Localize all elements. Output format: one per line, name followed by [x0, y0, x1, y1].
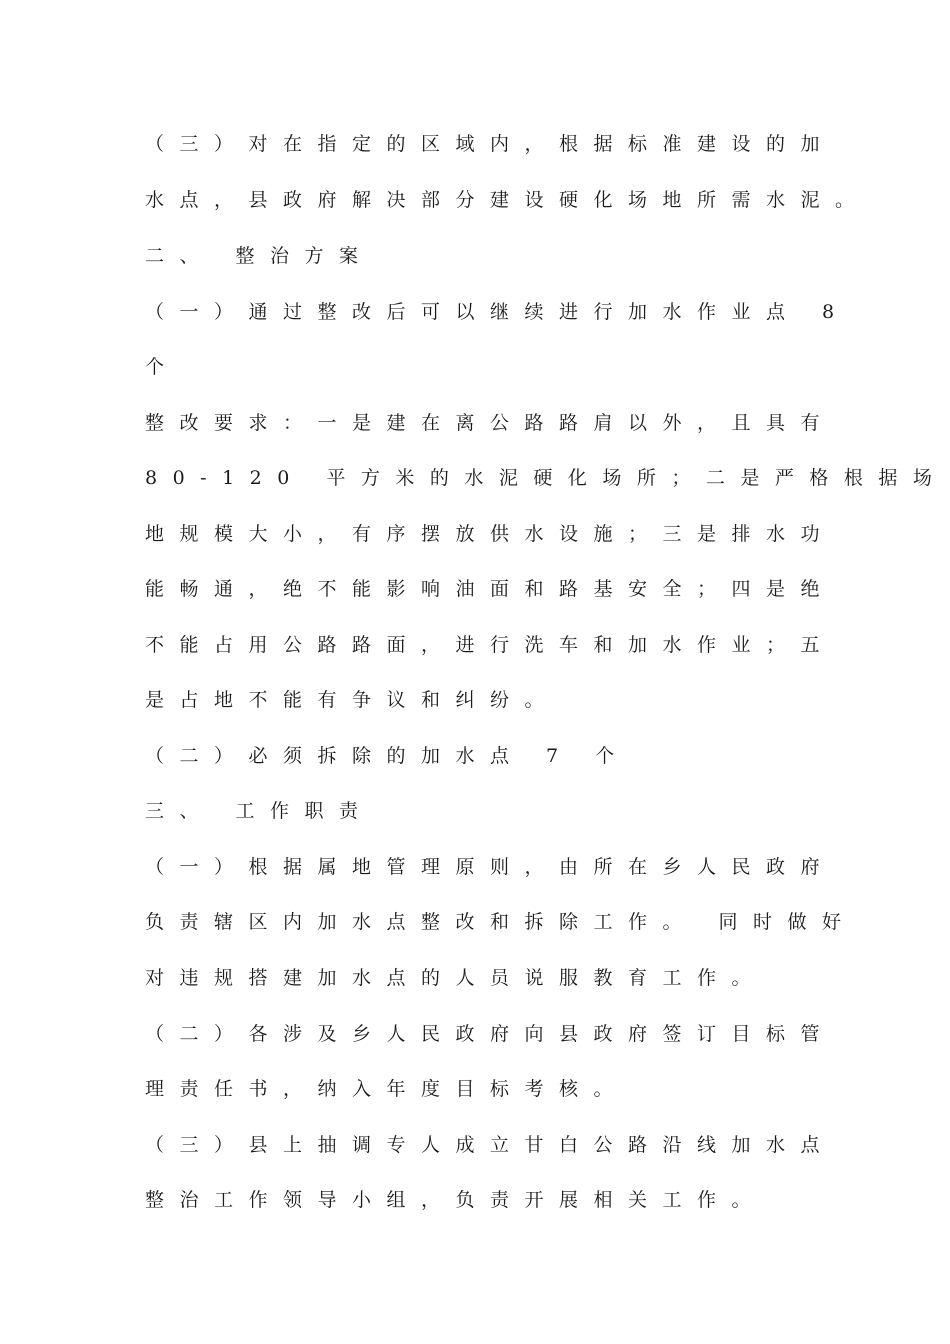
paragraph-line: 水点，县政府解决部分建设硬化场地所需水泥。: [145, 189, 870, 211]
paragraph-line: 能畅通，绝不能影响油面和路基安全；四是绝: [145, 578, 836, 600]
paragraph-line: 理责任书，纳入年度目标考核。: [145, 1078, 629, 1100]
paragraph-line: （二）必须拆除的加水点 7 个: [145, 745, 630, 767]
paragraph-line: 80-120 平方米的水泥硬化场所；二是严格根据场: [145, 467, 948, 489]
paragraph-line: 整治工作领导小组，负责开展相关工作。: [145, 1189, 767, 1211]
paragraph-line: 负责辖区内加水点整改和拆除工作。 同时做好: [145, 911, 857, 933]
paragraph-line: 是占地不能有争议和纠纷。: [145, 689, 560, 711]
paragraph-line: （一）通过整改后可以继续进行加水作业点 8: [145, 301, 850, 323]
paragraph-line: 个: [145, 356, 180, 378]
section-heading: 三、 工作职责: [145, 800, 374, 822]
paragraph-line: （三）县上抽调专人成立甘白公路沿线加水点: [145, 1134, 836, 1156]
paragraph-line: 不能占用公路路面，进行洗车和加水作业；五: [145, 634, 836, 656]
paragraph-line: （一）根据属地管理原则，由所在乡人民政府: [145, 856, 836, 878]
paragraph-line: 地规模大小，有序摆放供水设施；三是排水功: [145, 523, 836, 545]
paragraph-line: 对违规搭建加水点的人员说服教育工作。: [145, 967, 767, 989]
paragraph-line: （二）各涉及乡人民政府向县政府签订目标管: [145, 1023, 836, 1045]
paragraph-line: 整改要求：一是建在离公路路肩以外，且具有: [145, 412, 836, 434]
paragraph-line: （三）对在指定的区域内，根据标准建设的加: [145, 133, 836, 155]
section-heading: 二、 整治方案: [145, 245, 374, 267]
